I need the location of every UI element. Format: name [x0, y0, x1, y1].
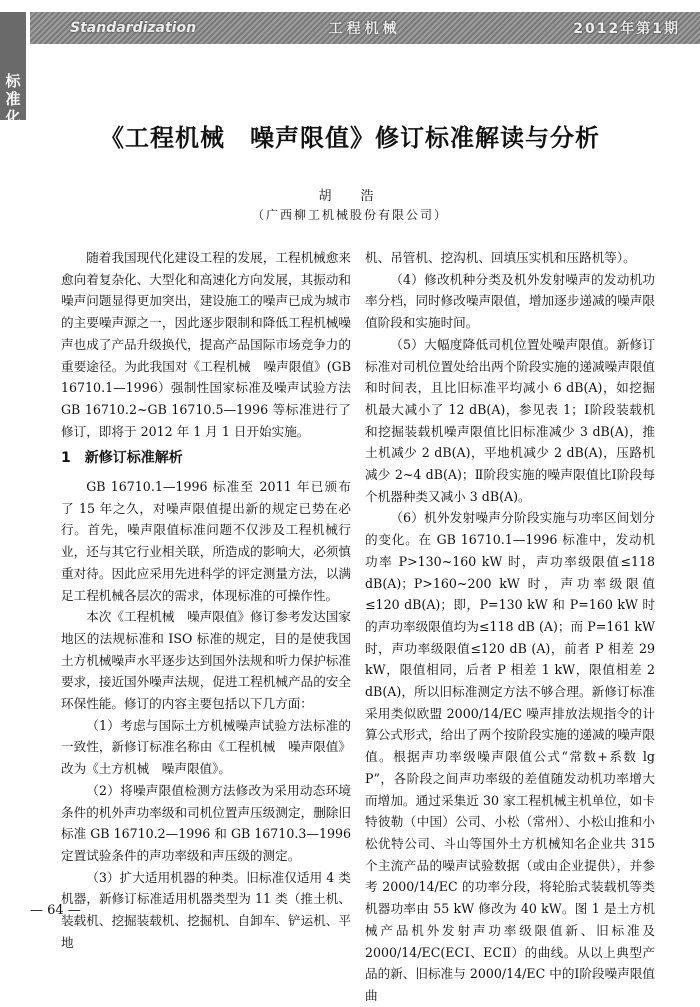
header-section-label: Standardization — [70, 20, 197, 36]
header-journal-name: 工程机械 — [328, 21, 401, 37]
left-column — [61, 247, 351, 954]
article-affiliation: （广西柳工机械股份有限公司） — [251, 208, 448, 222]
list-item: （3）扩大适用机器的种类。旧标准仅适用 4 类机器，新修订标准适用机器类型为 11 类（推土机、装载机、挖掘装载机、挖掘机、自卸车、铲运机、平地 — [61, 869, 351, 950]
side-section-tab — [0, 12, 26, 126]
body-paragraph: 本次《工程机械 噪声限值》修订参考发达国家地区的法规标准和 ISO 标准的规定，目的是使我国土方机械噪声水平逐步达到国外法规和听力保护标准要求，接近国外噪声法规，促进工程机械产品的安全环保性能。修订的内容主要包括以下几方面： — [61, 609, 351, 712]
list-item: （4）修改机种分类及机外发射噪声的发动机功率分档，同时修改噪声限值，增加逐步递减的噪声限值阶段和实施时间。 — [365, 271, 655, 331]
right-column — [365, 247, 655, 1007]
section-heading: 1 新修订标准解析 — [61, 450, 183, 467]
list-item: （6）机外发射噪声分阶段实施与功率区间划分的变化。在 GB 16710.1—1996 标准中，发动机功率 P>130~160 kW 时，声功率级限值≤118 dB(A)；P>160~200 kW 时，声功率级限值≤120 dB(A)；即，P=130 kW 和 P=160 kW 时的声功率级限值均为≤118 dB (A)；而 P=161 kW 时，声功率级限值≤120 dB (A)，前者 P 相差 29 kW，限值相同，后者 P 相差 1 kW，限值相差 2 dB(A)，所以旧标准测定方法不够合理。新修订标准采用类似欧盟 2000/14/EC 噪声排放法规指令的计算公式形式，给出了两个按阶段实施的递减的噪声限值。根据声功率级噪声限值公式“常数+系数 lg P”，各阶段之间声功率级的差值随发动机功率增大而增加。通过采集近 30 家工程机械主机单位，如卡特彼勒（中国）公司、小松（常州）、小松山推和小松优特公司、斗山等国外土方机械知名企业共 315 个主流产品的噪声试验数据（或由企业提供），并参考 2000/14/EC 的功率分段，将轮胎式装载机等类机器功率由 55 kW 修改为 40 kW。图 1 是土方机械产品机外发射声功率级限值新、旧标准及 2000/14/EC(ECⅠ、ECⅡ）的曲线。从以上典型产品的新、旧标准与 2000/14/EC 中的Ⅰ阶段噪声限值曲 — [365, 510, 655, 1003]
list-item: （1）考虑与国际土方机械噪声试验方法标准的一致性，新修订标准名称由《工程机械 噪声限值》改为《土方机械 噪声限值》。 — [61, 717, 351, 777]
header-issue: 2012年第1期 — [573, 21, 680, 37]
list-item: （5）大幅度降低司机位置处噪声限值。新修订标准对司机位置处给出两个阶段实施的递减噪声限值和时间表，且比旧标准平均减小 6 dB(A)，如挖掘机最大减小了 12 dB(A)，参见表 1；Ⅰ阶段装载机和挖掘装载机噪声限值比旧标准减少 3 dB(A)，推土机减少 2 dB(A)，平地机减少 2 dB(A)，压路机减少 2~4 dB(A)；Ⅱ阶段实施的噪声限值比Ⅰ阶段每个机器种类又减小 3 dB(A)。 — [365, 336, 655, 504]
page-number: — 64 — — [30, 903, 81, 918]
side-tab-char: 准 — [5, 90, 21, 108]
running-header — [30, 12, 700, 44]
article-author: 胡 浩 — [318, 189, 382, 204]
side-tab-char: 标 — [5, 72, 21, 90]
body-paragraph: GB 16710.1—1996 标准至 2011 年已颁布了 15 年之久，对噪声限值提出新的规定已势在必行。首先，噪声限值标准问题不仅涉及工程机械行业，还与其它行业相关联，所造成的影响大，必须慎重对待。因此应采用先进科学的评定测量方法，以满足工程机械各层次的需求，体现标准的可操作性。 — [61, 479, 351, 603]
list-item: （2）将噪声限值检测方法修改为采用动态环境条件的机外声功率级和司机位置声压级测定，删除旧标准 GB 16710.2—1996 和 GB 16710.3—1996 定置试验条件的声功率级和声压级的测定。 — [61, 782, 351, 863]
side-tab-char: 化 — [5, 108, 21, 126]
article-title: 《工程机械 噪声限值》修订标准解读与分析 — [100, 124, 600, 152]
intro-paragraph: 随着我国现代化建设工程的发展，工程机械愈来愈向着复杂化、大型化和高速化方向发展，其振动和噪声问题显得更加突出，建设施工的噪声已成为城市的主要噪声源之一，因此逐步限制和降低工程机械噪声也成了产品升级换代，提高产品国际市场竞争力的重要途径。为此我国对《工程机械 噪声限值》(GB 16710.1—1996）强制性国家标准及噪声试验方法 GB 16710.2~GB 16710.5—1996 等标准进行了修订，即将于 2012 年 1 月 1 日开始实施。 — [61, 250, 351, 439]
list-item-continuation: 机、吊管机、挖沟机、回填压实机和压路机等）。 — [365, 250, 636, 265]
